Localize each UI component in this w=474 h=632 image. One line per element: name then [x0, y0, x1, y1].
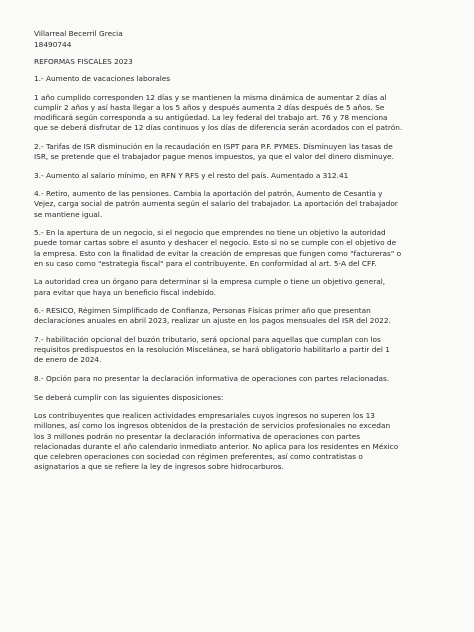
- text-line: puede tomar cartas sobre el asunto y deshacer el negocio. Esto si no se cumple con el objetivo de: [34, 238, 397, 248]
- paragraph: [34, 189, 446, 220]
- paragraph: [34, 142, 446, 162]
- paragraph: [34, 74, 446, 84]
- text-line: 3.- Aumento al salario mínimo, en RFN Y RFS y el resto del país. Aumentado a 312.41: [34, 170, 349, 180]
- paragraph: [34, 171, 446, 181]
- text-line: Se deberá cumplir con las siguientes disposiciones:: [34, 392, 224, 402]
- text-line: 5.- En la apertura de un negocio, si el negocio que emprendes no tiene un objetivo la autoridad: [34, 228, 386, 238]
- text-line: la empresa. Esto con la finalidad de evitar la creación de empresas que fungen como "factureras" o: [34, 248, 402, 258]
- text-line: los 3 millones podrán no presentar la declaración informativa de operaciones con partes: [34, 431, 361, 441]
- text-line: de enero de 2024.: [34, 355, 102, 365]
- paragraph: [34, 277, 446, 297]
- text-line: que se deberá disfrutar de 12 días continuos y los días de diferencia serán acordados con el patrón.: [34, 123, 403, 133]
- text-line: 2.- Tarifas de ISR disminución en la recaudación en ISPT para P.F. PYMES. Disminuyen las tasas de: [34, 141, 393, 151]
- document-title: REFORMAS FISCALES 2023: [34, 57, 133, 66]
- text-line: 8.- Opción para no presentar la declaración informativa de operaciones con partes relacionadas.: [34, 373, 390, 383]
- text-line: Los contribuyentes que realicen actividades empresariales cuyos ingresos no superen los 13: [34, 411, 375, 421]
- paragraph: [34, 411, 446, 472]
- paragraph: [34, 306, 446, 326]
- student-id: 18490744: [34, 40, 72, 50]
- text-line: requisitos predispuestos en la resolución Miscelánea, se hará obligatorio habilitarlo a partir del 1: [34, 345, 390, 355]
- text-line: millones, así como los ingresos obtenidos de la prestación de servicios profesionales no excedan: [34, 421, 391, 431]
- text-line: asignatarios a que se refiere la ley de ingresos sobre hidrocarburos.: [34, 462, 284, 472]
- text-line: relacionadas durante el año calendario inmediato anterior. No aplica para los residentes en México: [34, 441, 399, 451]
- text-line: en su caso como "estrategia fiscal" para el contribuyente. En conformidad al art. 5-A del CFF.: [34, 258, 377, 268]
- text-line: Vejez, carga social de patrón aumenta según el salario del trabajador. La aportación del trabajador: [34, 199, 398, 209]
- author-name: Villarreal Becerril Grecia: [34, 29, 123, 38]
- text-line: La autoridad crea un órgano para determinar si la empresa cumple o tiene un objetivo general,: [34, 277, 386, 287]
- text-line: ISR, se pretende que el trabajador pague menos impuestos, ya que el valor del dinero disminuye.: [34, 152, 394, 161]
- text-line: para evitar que haya un beneficio fiscal indebido.: [34, 287, 216, 297]
- text-line: 6.- RESICO, Régimen Simplificado de Confianza, Personas Físicas primer año que presentan: [34, 306, 371, 316]
- text-line: se mantiene igual.: [34, 209, 103, 219]
- text-line: 4.- Retiro, aumento de las pensiones. Cambia la aportación del patrón, Aumento de Cesantía y: [34, 189, 383, 199]
- text-line: 1 año cumplido corresponden 12 días y se mantienen la misma dinámica de aumentar 2 días al: [34, 92, 387, 102]
- text-line: que celebren operaciones con sociedad con régimen preferentes, así como contratistas o: [34, 451, 363, 461]
- text-line: declaraciones anuales en abril 2023, realizar un ajuste en los pagos mensuales del ISR del 2022.: [34, 316, 391, 326]
- paragraph: [34, 228, 446, 269]
- text-line: cumplir 2 años y así hasta llegar a los 5 años y después aumenta 2 días después de 5 años. Se: [34, 102, 385, 112]
- paragraph: [34, 93, 446, 134]
- paragraph: [34, 335, 446, 366]
- text-line: modificará según corresponda a su antigüedad. La ley federal del trabajo art. 76 y 78 menciona: [34, 113, 388, 122]
- document-header: [34, 29, 446, 50]
- document-body: [34, 74, 446, 472]
- paragraph: [34, 374, 446, 384]
- text-line: 1.- Aumento de vacaciones laborales: [34, 74, 171, 83]
- text-line: 7.- habilitación opcional del buzón tributario, será opcional para aquellas que cumplan con los: [34, 334, 381, 344]
- paragraph: [34, 393, 446, 403]
